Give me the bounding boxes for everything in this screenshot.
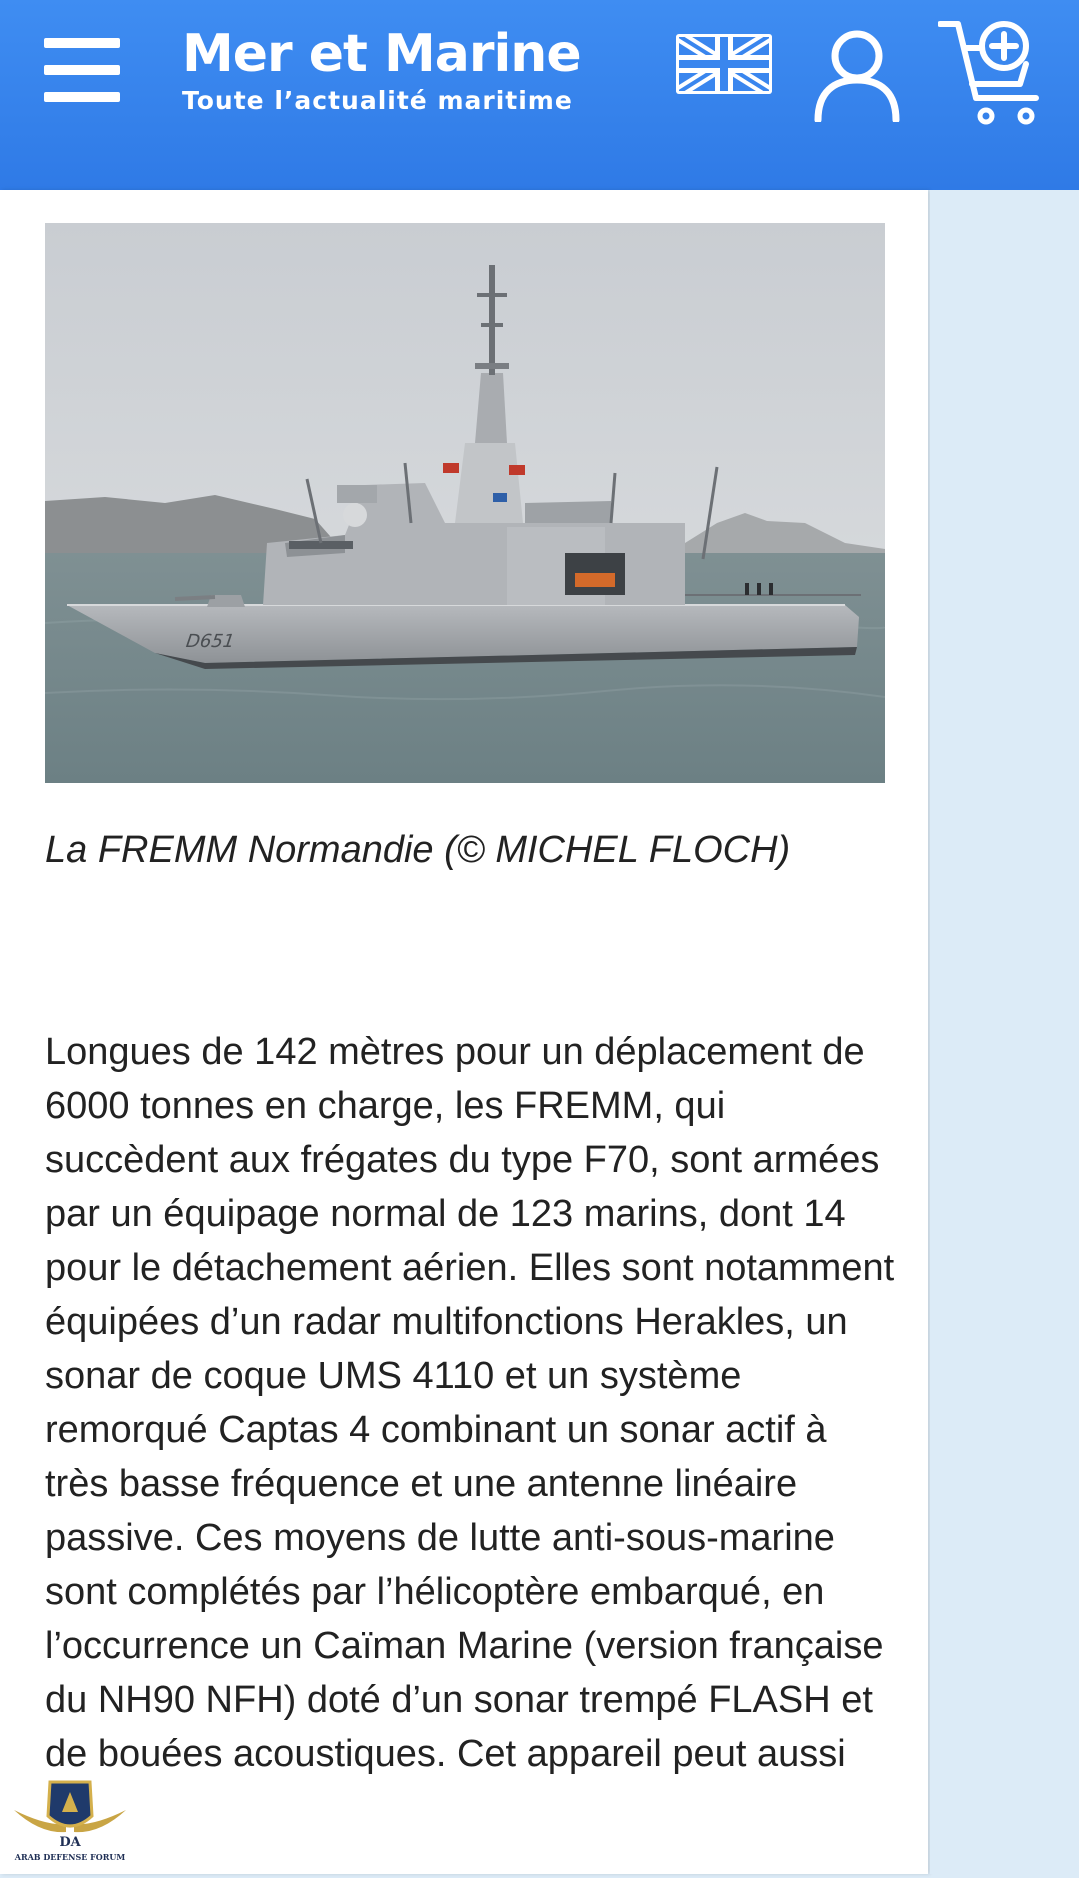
cart-add-icon	[938, 18, 1052, 130]
side-panel	[930, 190, 1079, 1874]
account-button[interactable]	[812, 26, 902, 122]
watermark-name: ARAB DEFENSE FORUM	[14, 1852, 126, 1862]
article-content	[0, 190, 928, 1874]
uk-flag-icon	[676, 34, 772, 94]
forum-watermark	[6, 1772, 134, 1874]
app-header	[0, 0, 1079, 190]
forum-logo-icon	[6, 1772, 134, 1874]
menu-button[interactable]	[44, 38, 120, 102]
language-button[interactable]	[676, 34, 772, 94]
photo-caption: La FREMM Normandie (© MICHEL FLOCH)	[45, 829, 791, 871]
watermark-initials: DA	[59, 1835, 81, 1850]
cart-button[interactable]	[938, 18, 1052, 130]
hull-number: D651	[184, 631, 236, 652]
user-icon	[812, 26, 902, 122]
logo-title: Mer et Marine	[182, 24, 581, 84]
article-body: Longues de 142 mètres pour un déplacement de 6000 tonnes en charge, les FREMM, qui succèdent aux frégates du type F70, sont armées par un équipage normal de 123 marins, dont 14 pour le détachement aérien. Elles sont notamment équipées d’un radar multifonctions Herakles, un sonar de coque UMS 4110 et un système remorqué Captas 4 combinant un sonar actif à très basse fréquence et une antenne linéaire passive. Ces moyens de lutte anti-sous-marine sont complétés par l’hélicoptère embarqué, en l’occurrence un Caïman Marine (version française du NH90 NFH) doté d’un sonar trempé FLASH et de bouées acoustiques. Cet appareil peut aussi	[45, 1031, 895, 1775]
article-photo	[45, 223, 885, 783]
logo-tagline: Toute l’actualité maritime	[182, 86, 573, 115]
frigate-photo	[45, 223, 885, 783]
site-logo[interactable]	[182, 24, 602, 116]
